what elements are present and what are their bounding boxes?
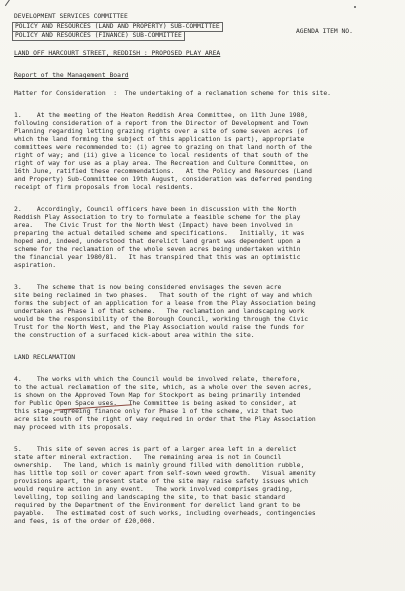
paragraph-line: aspiration. [14,262,57,269]
paragraph-line: 4. The works with which the Council would be involved relate, therefore, [14,376,301,383]
paragraph-line: and fees, is of the order of £20,000. [14,518,156,525]
paragraph-line: required by the Department of the Environment for derelict land grant to be [14,502,301,509]
paragraph-line: is shown on the Approved Town Map for Stockport as being primarily intended [14,392,301,399]
corner-pen-mark [5,0,20,13]
paragraph-line: and Property) Sub-Committee on 19th August, consideration was deferred pending [14,176,312,183]
paragraph-line: would require action in any event. The work involved comprises grading, [14,486,293,493]
paragraph-line: following consideration of a report from the Director of Development and Town [14,120,309,127]
paragraph-line: this stage, agreeing finance only for Phase 1 of the scheme, viz that two [14,408,293,415]
ink-dot [354,6,356,8]
paragraph-line: hoped and, indeed, understood that derelict land grant was dependent upon a [14,238,301,245]
matter-for-consideration: Matter for Consideration : The undertaking of a reclamation scheme for this site. [14,90,331,97]
paragraph-line: 1. At the meeting of the Heaton Reddish Area Committee, on 11th June 1980, [14,112,309,119]
report-of: Report of the Management Board [14,72,129,79]
committee-line-2: POLICY AND RESOURCES (LAND AND PROPERTY) SUB-COMMITTEE [12,22,223,32]
paragraph-line: right of way; and (ii) give a licence to local residents of that south of the [14,152,309,159]
paragraph-line: Trust for the North West, and the Play Association would raise the funds for [14,324,305,331]
paragraph-line: state after mineral extraction. The remaining area is not in Council [14,454,282,461]
committee-line-1: DEVELOPMENT SERVICES COMMITTEE [14,13,128,20]
paragraph-line: for Public Open Space uses. The Committee is being asked to consider, at [14,400,297,407]
paragraph-line: undertaken as Phase 1 of that scheme. The reclamation and landscaping work [14,308,305,315]
paragraph-line: site being reclaimed in two phases. That south of the right of way and which [14,292,312,299]
paragraph-line: may proceed with its proposals. [14,424,133,431]
paragraph-line: levelling, top soiling and landscaping the site, to that basic standard [14,494,286,501]
paragraph-line: has little top soil or cover apart from self-sown weed growth. Visual amenity [14,470,316,477]
paragraph-line: which the land forming the subject of this application is part), appropriate [14,136,305,143]
paragraph-line: Planning regarding letting grazing rights over a site of some seven acres (of [14,128,309,135]
paragraph-line: forms the subject of an application for a lease from the Play Association being [14,300,316,307]
paragraph-line: the construction of a surfaced kick-about area within the site. [14,332,255,339]
paragraph-line: receipt of firm proposals from local residents. [14,184,194,191]
section-heading-land-reclamation: LAND RECLAMATION [14,354,76,361]
paragraph-line: acre site south of the right of way required in order that the Play Association [14,416,316,423]
paragraph-line: scheme for the reclamation of the whole seven acres being undertaken within [14,246,301,253]
paragraph-line: would be the responsibility of the Borough Council, working through the Civic [14,316,309,323]
paragraph-line: to the actual reclamation of the site, which, as a whole over the seven acres, [14,384,312,391]
document-title: LAND OFF HARCOURT STREET, REDDISH : PROPOSED PLAY AREA [14,50,221,57]
paragraph-line: ownership. The land, which is mainly ground filled with demolition rubble, [14,462,305,469]
agenda-item-label: AGENDA ITEM NO. [296,28,353,35]
paragraph-line: 3. The scheme that is now being considered envisages the seven acre [14,284,282,291]
paragraph-line: preparing the actual detailed scheme and specifications. Initially, it was [14,230,305,237]
paragraph-line: provisions apart, the present state of the site may raise safety issues which [14,478,309,485]
paragraph-line: right of way for use as a play area. The Recreation and Culture Committee, on [14,160,309,167]
paragraph-line: 2. Accordingly, Council officers have been in discussion with the North [14,206,297,213]
paragraph-line: Reddish Play Association to try to formulate a feasible scheme for the play [14,214,301,221]
paragraph-line: area. The Civic Trust for the North West (Impact) have been involved in [14,222,293,229]
paragraph-line: 5. This site of seven acres is part of a larger area left in a derelict [14,446,297,453]
paragraph-line: payable. The estimated cost of such works, including overheads, contingencies [14,510,316,517]
committee-line-3: POLICY AND RESOURCES (FINANCE) SUB-COMMITTEE [12,31,185,41]
paragraph-line: committees were recommended to: (i) agree to grazing on that land north of the [14,144,312,151]
paragraph-line: 16th June, ratified these recommendations. At the Policy and Resources (Land [14,168,312,175]
paragraph-line: the financial year 1980/81. It has transpired that this was an optimistic [14,254,301,261]
